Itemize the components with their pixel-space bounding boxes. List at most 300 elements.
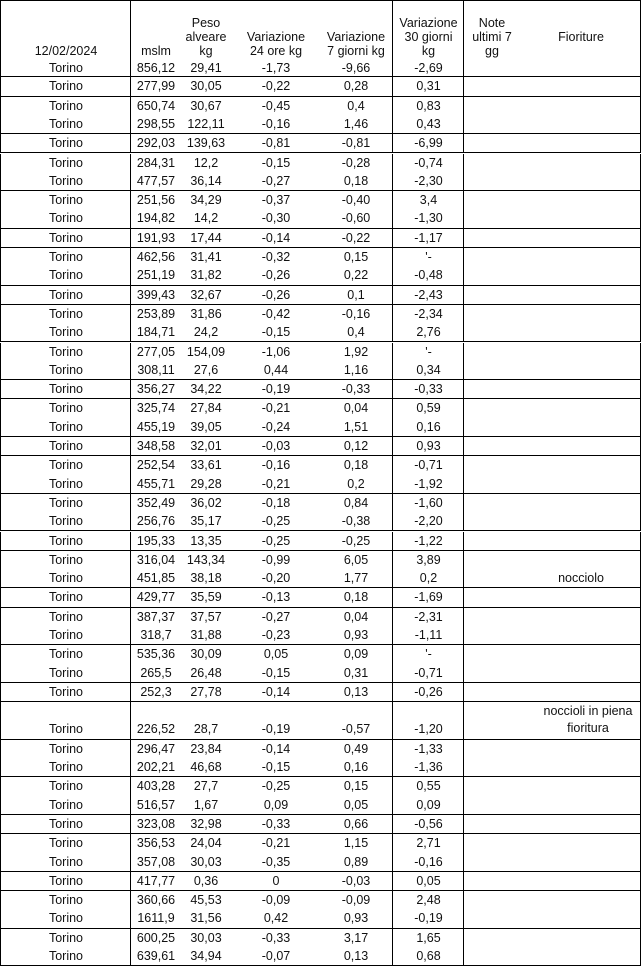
cell-var-7d: 0,16 <box>343 760 369 775</box>
cell-mslm: 284,31 <box>136 155 176 170</box>
cell-location: Torino <box>48 476 84 491</box>
column-divider <box>463 229 464 247</box>
column-divider <box>130 399 131 436</box>
cell-var-30d: -6,99 <box>414 136 443 151</box>
cell-location: Torino <box>48 609 84 624</box>
cell-peso: 12,2 <box>193 155 219 170</box>
cell-var-30d: 2,48 <box>416 893 441 908</box>
cell-var-7d: 1,77 <box>343 571 369 586</box>
cell-var-24h: -0,09 <box>261 893 291 908</box>
cell-peso: 30,67 <box>190 98 222 113</box>
cell-mslm: 455,71 <box>136 476 176 491</box>
header-date: 12/02/2024 <box>34 44 98 58</box>
cell-var-7d: 0,1 <box>347 287 365 302</box>
cell-mslm: 191,93 <box>136 230 176 245</box>
cell-peso: 24,04 <box>190 836 222 851</box>
cell-location: Torino <box>48 173 84 188</box>
row-group <box>0 740 641 778</box>
header-note <box>464 16 520 58</box>
cell-var-24h: -0,14 <box>261 230 291 245</box>
column-divider <box>463 343 464 380</box>
column-divider <box>392 683 393 701</box>
column-divider <box>392 437 393 455</box>
cell-var-30d: '- <box>425 344 432 359</box>
header-var-7d-line: 7 giorni kg <box>327 44 385 58</box>
row-group <box>0 399 641 437</box>
cell-var-24h: -0,16 <box>261 116 291 131</box>
cell-var-30d: -2,20 <box>414 514 443 529</box>
cell-location: Torino <box>48 362 84 377</box>
header-var-30d <box>393 16 464 58</box>
row-group <box>0 588 641 607</box>
cell-var-7d: 1,15 <box>343 836 369 851</box>
column-divider <box>392 929 393 966</box>
cell-var-30d: -2,34 <box>414 306 443 321</box>
cell-var-7d: 0,18 <box>343 590 369 605</box>
cell-var-30d: 0,83 <box>416 98 441 113</box>
row-group <box>0 343 641 381</box>
cell-mslm: 277,99 <box>136 79 176 94</box>
cell-peso: 39,05 <box>190 419 222 434</box>
cell-var-24h: -0,26 <box>261 287 291 302</box>
row-group <box>0 134 641 153</box>
column-divider <box>130 343 131 380</box>
cell-mslm: 387,37 <box>136 609 176 624</box>
cell-mslm: 856,12 <box>136 61 176 75</box>
cell-location: Torino <box>48 627 84 642</box>
cell-var-7d: 0,04 <box>343 401 369 416</box>
cell-mslm: 323,08 <box>136 817 176 831</box>
column-divider <box>130 683 131 701</box>
cell-location: Torino <box>48 647 84 662</box>
cell-var-7d: 0,4 <box>347 98 365 113</box>
cell-mslm: 277,05 <box>136 344 176 359</box>
column-divider <box>392 740 393 777</box>
column-divider <box>392 494 393 531</box>
header-var-30d-line: kg <box>421 44 436 58</box>
cell-var-7d: 3,17 <box>343 930 369 945</box>
cell-location: Torino <box>48 684 84 699</box>
header-fioriture: Fioriture <box>558 30 604 44</box>
cell-mslm: 455,19 <box>136 419 176 434</box>
cell-location: Torino <box>48 797 84 812</box>
cell-peso: 34,22 <box>190 382 222 397</box>
cell-var-30d: 3,4 <box>419 193 438 208</box>
cell-peso: 27,6 <box>193 362 219 377</box>
column-divider <box>392 191 393 228</box>
cell-var-7d: 1,46 <box>343 116 369 131</box>
cell-mslm: 265,5 <box>140 665 172 680</box>
column-divider <box>130 154 131 191</box>
column-divider <box>463 551 464 588</box>
cell-var-7d: 0,22 <box>343 268 369 283</box>
cell-peso: 31,88 <box>190 627 222 642</box>
cell-location: Torino <box>48 495 84 510</box>
cell-location: Torino <box>48 287 84 302</box>
cell-var-30d: 0,34 <box>416 362 441 377</box>
cell-mslm: 356,27 <box>136 382 176 397</box>
cell-var-30d: -1,11 <box>414 627 443 642</box>
cell-var-24h: -0,25 <box>261 514 291 529</box>
cell-var-24h: -0,19 <box>261 382 291 397</box>
cell-var-30d: -1,33 <box>414 741 443 756</box>
column-divider <box>463 97 464 134</box>
column-divider <box>130 456 131 493</box>
cell-var-7d: -0,16 <box>341 306 371 321</box>
cell-var-7d: 0,84 <box>343 495 369 510</box>
cell-location: Torino <box>48 571 84 586</box>
cell-var-30d: -1,36 <box>414 760 443 775</box>
cell-mslm: 202,21 <box>136 760 176 775</box>
row-group <box>0 97 641 135</box>
column-divider <box>463 154 464 191</box>
cell-var-24h: -0,20 <box>261 571 291 586</box>
cell-var-24h: -0,15 <box>261 155 291 170</box>
cell-peso: 32,67 <box>190 287 222 302</box>
cell-mslm: 184,71 <box>136 325 176 340</box>
cell-peso: 27,84 <box>190 401 222 416</box>
column-divider <box>130 929 131 966</box>
row-group <box>0 702 641 740</box>
cell-fioriture: nocciolo <box>558 571 604 586</box>
cell-var-7d: 1,92 <box>343 344 369 359</box>
cell-var-7d: -0,81 <box>341 136 371 151</box>
cell-var-30d: -0,33 <box>414 382 443 397</box>
column-divider <box>392 229 393 247</box>
cell-location: Torino <box>48 458 84 473</box>
cell-var-24h: -0,07 <box>261 949 291 964</box>
cell-location: Torino <box>48 230 84 245</box>
column-divider <box>130 77 131 95</box>
cell-peso: 36,02 <box>190 495 222 510</box>
cell-location: Torino <box>48 873 84 888</box>
column-divider <box>392 532 393 550</box>
cell-location: Torino <box>48 590 84 605</box>
cell-peso: 154,09 <box>186 344 226 359</box>
cell-var-24h: -0,45 <box>261 98 291 113</box>
header-note-line: ultimi 7 <box>472 30 512 44</box>
cell-var-24h: -0,15 <box>261 760 291 775</box>
cell-var-24h: -0,32 <box>261 250 291 264</box>
cell-var-30d: -1,17 <box>414 230 443 245</box>
cell-mslm: 251,19 <box>136 268 176 283</box>
cell-var-30d: -0,16 <box>414 854 443 869</box>
cell-var-24h: -0,25 <box>261 533 291 548</box>
column-divider <box>463 77 464 95</box>
cell-var-30d: '- <box>425 250 432 264</box>
cell-var-30d: 0,31 <box>416 79 441 94</box>
cell-var-30d: -0,48 <box>414 268 443 283</box>
cell-location: Torino <box>48 665 84 680</box>
column-divider <box>463 399 464 436</box>
cell-location: Torino <box>48 382 84 397</box>
cell-var-7d: 1,16 <box>343 362 369 377</box>
cell-var-24h: -0,13 <box>261 590 291 605</box>
column-divider <box>130 872 131 890</box>
column-divider <box>130 891 131 928</box>
cell-var-24h: -0,15 <box>261 665 291 680</box>
column-divider <box>130 1 131 76</box>
cell-location: Torino <box>48 817 84 831</box>
cell-var-24h: 0,42 <box>263 911 289 926</box>
cell-var-24h: -0,03 <box>261 439 291 453</box>
cell-var-30d: -0,26 <box>414 684 443 699</box>
column-divider <box>463 683 464 701</box>
cell-var-24h: -0,18 <box>261 495 291 510</box>
row-group <box>0 929 641 966</box>
cell-var-24h: -0,22 <box>261 79 291 94</box>
column-divider <box>463 380 464 398</box>
cell-var-7d: -9,66 <box>341 61 371 75</box>
cell-var-7d: 0,13 <box>343 949 369 964</box>
column-divider <box>392 77 393 95</box>
cell-var-30d: 0,2 <box>419 571 438 586</box>
row-group <box>0 77 641 96</box>
cell-var-7d: 0,4 <box>347 325 365 340</box>
column-divider <box>392 891 393 928</box>
cell-peso: 35,17 <box>190 514 222 529</box>
column-divider <box>463 494 464 531</box>
cell-location: Torino <box>48 325 84 340</box>
cell-location: Torino <box>48 193 84 208</box>
cell-var-24h: -0,33 <box>261 930 291 945</box>
column-divider <box>463 286 464 304</box>
row-group <box>0 305 641 343</box>
cell-var-30d: -0,74 <box>414 155 443 170</box>
column-divider <box>130 97 131 134</box>
cell-mslm: 357,08 <box>136 854 176 869</box>
cell-mslm: 194,82 <box>136 211 176 226</box>
cell-var-7d: 0,18 <box>343 173 369 188</box>
cell-peso: 31,41 <box>190 250 222 264</box>
row-group <box>0 191 641 229</box>
column-divider <box>392 343 393 380</box>
cell-mslm: 600,25 <box>136 930 176 945</box>
cell-var-7d: 0,18 <box>343 458 369 473</box>
header-var-30d-line: Variazione <box>399 16 458 30</box>
cell-mslm: 1611,9 <box>137 911 175 926</box>
cell-location: Torino <box>48 155 84 170</box>
column-divider <box>392 456 393 493</box>
column-divider <box>463 702 464 739</box>
cell-var-24h: -0,15 <box>261 325 291 340</box>
cell-var-30d: -2,69 <box>414 61 443 75</box>
column-divider <box>463 815 464 833</box>
cell-var-30d: 2,76 <box>416 325 441 340</box>
column-divider <box>463 740 464 777</box>
cell-var-24h: -0,30 <box>261 211 291 226</box>
row-group <box>0 380 641 399</box>
cell-peso: 27,78 <box>190 684 222 699</box>
cell-var-30d: -1,22 <box>414 533 443 548</box>
cell-var-30d: 0,55 <box>416 779 441 794</box>
cell-var-7d: 0,89 <box>343 854 369 869</box>
cell-var-7d: -0,60 <box>341 211 371 226</box>
cell-mslm: 308,11 <box>137 362 175 377</box>
cell-peso: 122,11 <box>187 116 225 131</box>
cell-peso: 1,67 <box>193 797 219 812</box>
column-divider <box>130 248 131 285</box>
cell-mslm: 253,89 <box>136 306 176 321</box>
cell-peso: 27,7 <box>193 779 219 794</box>
cell-var-30d: -2,30 <box>414 173 443 188</box>
column-divider <box>392 834 393 871</box>
cell-peso: 46,68 <box>190 760 222 775</box>
cell-var-7d: 0,31 <box>343 665 369 680</box>
cell-var-30d: 0,09 <box>416 797 441 812</box>
cell-peso: 14,2 <box>193 211 219 226</box>
cell-peso: 23,84 <box>190 741 222 756</box>
cell-location: Torino <box>48 116 84 131</box>
cell-var-24h: -0,42 <box>261 306 291 321</box>
column-divider <box>130 286 131 304</box>
cell-var-7d: 0,15 <box>343 779 369 794</box>
cell-var-30d: 0,43 <box>416 116 441 131</box>
cell-mslm: 352,49 <box>136 495 176 510</box>
cell-mslm: 195,33 <box>136 533 176 548</box>
cell-var-30d: -2,43 <box>414 287 443 302</box>
column-divider <box>463 437 464 455</box>
cell-location: Torino <box>48 836 84 851</box>
cell-location: Torino <box>48 211 84 226</box>
cell-mslm: 318,7 <box>140 627 172 642</box>
cell-peso: 34,29 <box>190 193 222 208</box>
row-group <box>0 551 641 589</box>
cell-location: Torino <box>48 779 84 794</box>
cell-peso: 34,94 <box>190 949 222 964</box>
column-divider <box>130 191 131 228</box>
row-group <box>0 777 641 815</box>
column-divider <box>130 834 131 871</box>
cell-peso: 139,63 <box>186 136 226 151</box>
cell-peso: 38,18 <box>190 571 222 586</box>
header-var-7d <box>319 30 393 58</box>
cell-var-7d: 0,2 <box>347 476 365 491</box>
cell-peso: 28,7 <box>193 722 219 737</box>
cell-location: Torino <box>48 268 84 283</box>
cell-var-30d: 3,89 <box>416 552 441 567</box>
cell-mslm: 535,36 <box>136 647 176 662</box>
column-divider <box>392 551 393 588</box>
cell-mslm: 360,66 <box>136 893 176 908</box>
column-divider <box>392 380 393 398</box>
cell-mslm: 298,55 <box>136 116 176 131</box>
cell-peso: 17,44 <box>190 230 222 245</box>
cell-mslm: 251,56 <box>136 193 176 208</box>
cell-location: Torino <box>48 533 84 548</box>
header-peso-line: alveare <box>185 30 227 44</box>
column-divider <box>130 645 131 682</box>
column-divider <box>463 929 464 966</box>
cell-var-24h: 0,09 <box>263 797 289 812</box>
cell-peso: 31,56 <box>190 911 222 926</box>
cell-peso: 0,36 <box>193 873 219 888</box>
row-group <box>0 815 641 834</box>
cell-location: Torino <box>48 514 84 529</box>
column-divider <box>463 777 464 814</box>
column-divider <box>463 1 464 76</box>
cell-var-24h: -0,21 <box>261 836 291 851</box>
cell-var-7d: 0,13 <box>343 684 369 699</box>
cell-location: Torino <box>48 854 84 869</box>
cell-peso: 30,03 <box>190 854 222 869</box>
cell-var-7d: 0,12 <box>343 439 369 453</box>
cell-mslm: 639,61 <box>136 949 176 964</box>
header-var-30d-line: 30 giorni <box>404 30 453 44</box>
cell-peso: 30,05 <box>190 79 222 94</box>
cell-var-30d: -1,92 <box>414 476 443 491</box>
cell-peso: 32,98 <box>190 817 222 831</box>
cell-peso: 32,01 <box>190 439 222 453</box>
header-peso <box>181 16 231 58</box>
column-divider <box>392 1 393 76</box>
header-peso-line: kg <box>199 44 213 58</box>
cell-var-24h: -0,37 <box>261 193 291 208</box>
cell-mslm: 429,77 <box>136 590 176 605</box>
cell-location: Torino <box>48 760 84 775</box>
column-divider <box>130 588 131 606</box>
column-divider <box>392 777 393 814</box>
column-divider <box>130 551 131 588</box>
column-divider <box>392 815 393 833</box>
cell-mslm: 325,74 <box>136 401 176 416</box>
cell-mslm: 356,53 <box>136 836 176 851</box>
cell-mslm: 403,28 <box>136 779 176 794</box>
column-divider <box>130 702 131 739</box>
column-divider <box>392 286 393 304</box>
cell-var-7d: -0,33 <box>341 382 371 397</box>
cell-var-7d: 6,05 <box>343 552 369 567</box>
cell-var-30d: 1,65 <box>416 930 441 945</box>
cell-var-30d: 0,16 <box>416 419 441 434</box>
column-divider <box>130 305 131 342</box>
cell-var-24h: -0,24 <box>261 419 291 434</box>
cell-var-30d: 0,68 <box>416 949 441 964</box>
header-mslm: mslm <box>141 44 171 58</box>
column-divider <box>463 134 464 152</box>
cell-peso: 31,82 <box>190 268 222 283</box>
row-group <box>0 608 641 646</box>
cell-location: Torino <box>48 79 84 94</box>
header-var-24h-line: Variazione <box>246 30 306 44</box>
cell-var-24h: 0 <box>272 873 280 888</box>
cell-var-7d: 0,09 <box>343 647 369 662</box>
cell-location: Torino <box>48 136 84 151</box>
column-divider <box>130 815 131 833</box>
column-divider <box>130 532 131 550</box>
column-divider <box>130 134 131 152</box>
cell-var-30d: 2,71 <box>416 836 441 851</box>
cell-location: Torino <box>48 930 84 945</box>
cell-var-24h: -0,16 <box>261 458 291 473</box>
cell-var-30d: 0,05 <box>416 873 441 888</box>
row-group <box>0 872 641 891</box>
cell-peso: 30,09 <box>190 647 222 662</box>
cell-var-7d: 0,93 <box>343 627 369 642</box>
cell-var-24h: -1,06 <box>261 344 291 359</box>
cell-var-24h: -1,73 <box>261 61 291 75</box>
cell-location: Torino <box>48 250 84 264</box>
column-divider <box>392 248 393 285</box>
cell-peso: 36,14 <box>190 173 222 188</box>
cell-var-30d: -0,71 <box>414 665 443 680</box>
column-divider <box>130 608 131 645</box>
column-divider <box>463 872 464 890</box>
cell-var-7d: -0,09 <box>341 893 371 908</box>
cell-peso: 37,57 <box>190 609 222 624</box>
cell-mslm: 252,3 <box>140 684 172 699</box>
header-var-7d-line: Variazione <box>326 30 386 44</box>
